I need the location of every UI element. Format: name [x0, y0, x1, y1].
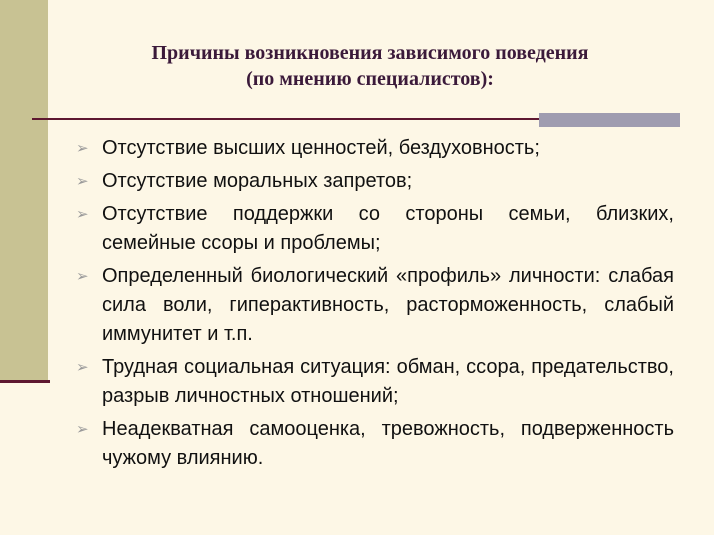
list-item-text: Отсутствие моральных запретов;: [102, 170, 413, 192]
title-line-1: Причины возникновения зависимого поведения: [151, 42, 589, 64]
title-line-2: (по мнению специалистов):: [246, 68, 494, 90]
list-item: [76, 200, 674, 258]
list-item: [76, 262, 674, 349]
arrow-bullet-icon: ➢: [76, 206, 89, 223]
arrow-bullet-icon: ➢: [76, 140, 89, 157]
divider-accent-block: [539, 113, 680, 127]
list-item-text: Неадекватная самооценка, тревожность, подверженность чужому влиянию.: [102, 418, 674, 469]
arrow-bullet-icon: ➢: [76, 173, 89, 190]
list-item-text: Отсутствие высших ценностей, бездуховность;: [102, 137, 540, 159]
list-item: [76, 353, 674, 411]
list-item-text: Отсутствие поддержки со стороны семьи, близких, семейные ссоры и проблемы;: [102, 203, 674, 254]
slide-title: [80, 40, 660, 92]
list-item-text: Трудная социальная ситуация: обман, ссора, предательство, разрыв личностных отношений;: [102, 356, 674, 407]
left-decorative-bar: [0, 0, 48, 383]
arrow-bullet-icon: ➢: [76, 421, 89, 438]
list-item-text: Определенный биологический «профиль» личности: слабая сила воли, гиперактивность, расторможенность, слабый иммунитет и т.п.: [102, 265, 674, 345]
list-item: [76, 415, 674, 473]
list-item: [76, 167, 674, 196]
title-divider: [32, 118, 540, 120]
arrow-bullet-icon: ➢: [76, 359, 89, 376]
arrow-bullet-icon: ➢: [76, 268, 89, 285]
bullet-list: [76, 134, 674, 477]
list-item: [76, 134, 674, 163]
left-bar-baseline: [0, 380, 50, 383]
